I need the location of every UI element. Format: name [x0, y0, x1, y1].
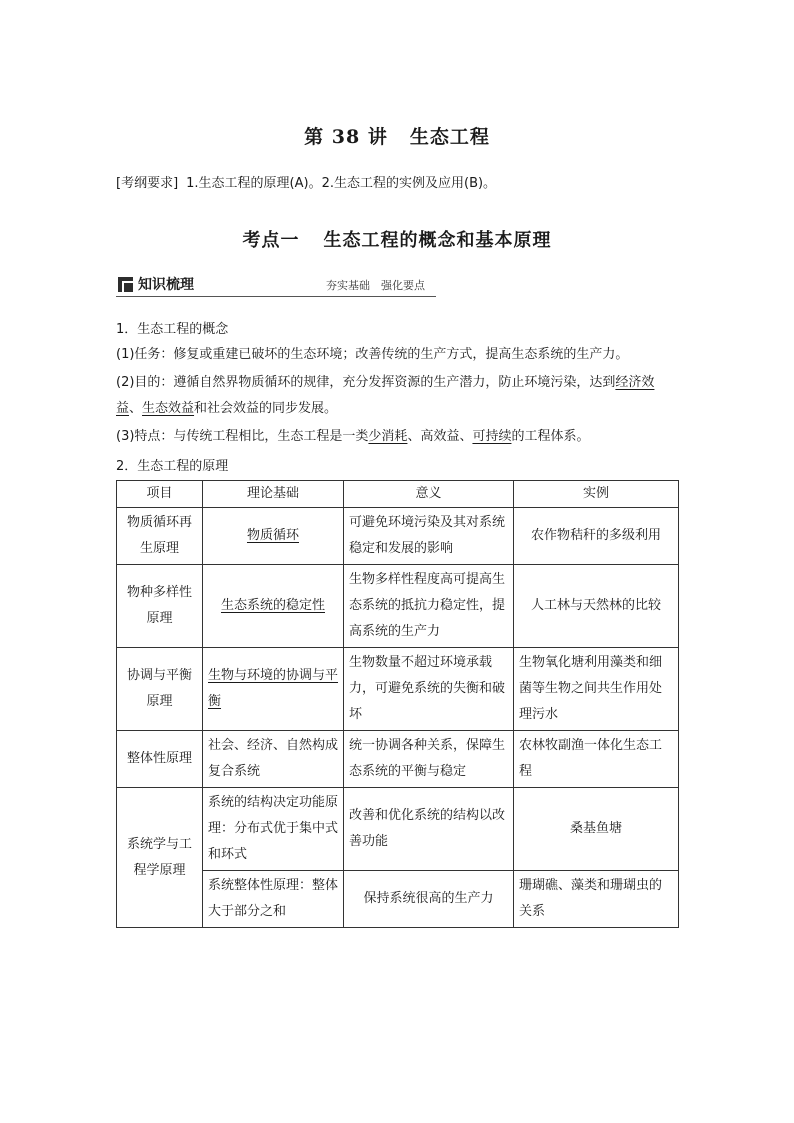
- table-row: [117, 648, 679, 731]
- concept-features: [116, 424, 678, 450]
- basis-cell: [203, 508, 344, 565]
- topic-heading: [0, 226, 794, 252]
- header-basis: 理论基础: [203, 481, 344, 508]
- feature-text-a: (3)特点：与传统工程相比，生态工程是一类: [116, 429, 369, 444]
- basis-cell: 系统整体性原理：整体大于部分之和: [203, 871, 344, 928]
- square-bullet-icon: [118, 277, 133, 292]
- goal-text-c: 和社会效益的同步发展。: [194, 401, 338, 416]
- basis-underline: 物质循环: [246, 528, 299, 543]
- table-row: [117, 731, 679, 788]
- header-item: 项目: [117, 481, 203, 508]
- feature-text-b: 、高效益、: [407, 429, 473, 444]
- basis-cell: [203, 648, 344, 731]
- meaning-cell: 保持系统很高的生产力: [344, 871, 514, 928]
- meaning-cell: 改善和优化系统的结构以改善功能: [344, 788, 514, 871]
- goal-text-a: (2)目的：遵循自然界物质循环的规律，充分发挥资源的生产潜力，防止环境污染，达到: [116, 375, 616, 390]
- meaning-cell: 生物多样性程度高可提高生态系统的抵抗力稳定性，提高系统的生产力: [344, 565, 514, 648]
- header-meaning: 意义: [344, 481, 514, 508]
- goal-underline-economic: 经济效益: [116, 375, 655, 416]
- feature-underline-low-consumption: 少消耗: [368, 429, 408, 444]
- header-example: 实例: [514, 481, 679, 508]
- item-cell: 协调与平衡原理: [117, 648, 203, 731]
- knowledge-bar-title: 知识梳理: [138, 277, 194, 293]
- example-cell: 农林牧副渔一体化生态工程: [514, 731, 679, 788]
- example-cell: 农作物秸秆的多级利用: [514, 508, 679, 565]
- item-cell: 物种多样性原理: [117, 565, 203, 648]
- feature-text-c: 的工程体系。: [511, 429, 590, 444]
- concept-task: (1)任务：修复或重建已破坏的生态环境；改善传统的生产方式，提高生态系统的生产力。: [116, 347, 629, 362]
- principles-table: [116, 480, 679, 928]
- meaning-cell: 可避免环境污染及其对系统稳定和发展的影响: [344, 508, 514, 565]
- basis-cell: 系统的结构决定功能原理：分布式优于集中式和环式: [203, 788, 344, 871]
- meaning-cell: 生物数量不超过环境承载力，可避免系统的失衡和破坏: [344, 648, 514, 731]
- concept-goal: [116, 370, 678, 422]
- goal-underline-ecological: 生态效益: [142, 401, 195, 416]
- knowledge-section-bar: [116, 272, 436, 298]
- example-cell: 人工林与天然林的比较: [514, 565, 679, 648]
- meaning-cell: 统一协调各种关系，保障生态系统的平衡与稳定: [344, 731, 514, 788]
- example-cell: 珊瑚礁、藻类和珊瑚虫的关系: [514, 871, 679, 928]
- lecture-title: [0, 122, 794, 149]
- topic-label: 考点一: [242, 230, 300, 251]
- basis-cell: 社会、经济、自然构成复合系统: [203, 731, 344, 788]
- goal-text-b: 、: [129, 401, 143, 416]
- example-cell: 桑基鱼塘: [514, 788, 679, 871]
- table-row: [117, 788, 679, 871]
- table-row: [117, 565, 679, 648]
- basis-underline: 生态系统的稳定性: [220, 598, 325, 613]
- table-header-row: [117, 481, 679, 508]
- topic-title: 生态工程的概念和基本原理: [323, 230, 552, 251]
- item-cell: 整体性原理: [117, 731, 203, 788]
- basis-cell: [203, 565, 344, 648]
- section-divider: [116, 296, 436, 297]
- requirements-text: 1.生态工程的原理(A)。2.生态工程的实例及应用(B)。: [186, 176, 497, 191]
- basis-underline: 生物与环境的协调与平衡: [208, 668, 339, 709]
- exam-requirements: [116, 172, 496, 191]
- table-row: [117, 508, 679, 565]
- section2-heading: 2．生态工程的原理: [116, 459, 229, 474]
- feature-underline-sustainable: 可持续: [472, 429, 512, 444]
- lecture-title-text: 生态工程: [409, 126, 490, 148]
- item-cell: 物质循环再生原理: [117, 508, 203, 565]
- knowledge-bar-subtitle: 夯实基础 强化要点: [326, 279, 425, 292]
- lecture-label: 第 38 讲: [304, 126, 388, 148]
- item-cell: 系统学与工程学原理: [117, 788, 203, 928]
- example-cell: 生物氧化塘利用藻类和细菌等生物之间共生作用处理污水: [514, 648, 679, 731]
- requirements-label: [考纲要求]: [116, 176, 179, 191]
- section1-heading: 1．生态工程的概念: [116, 322, 229, 337]
